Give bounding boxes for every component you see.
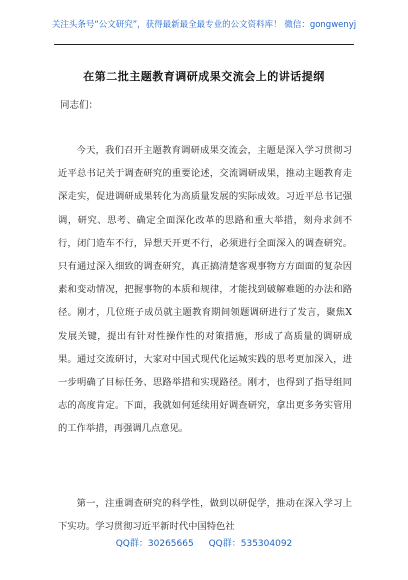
header-banner: 关注头条号“公文研究”，获得最新最全最专业的公文资料库！ 微信：gongwenyj [51, 20, 357, 30]
body-paragraph: 第一，注重调查研究的科学性，做到以研促学，推动在深入学习上下实功。学习贯彻习近平新时代中国特色社 [58, 498, 352, 533]
salutation: 同志们： [60, 100, 99, 111]
footer-contact [0, 536, 408, 549]
footer-qq-group-1: QQ群：30265665 [115, 539, 194, 549]
header-divider [54, 44, 354, 45]
body-paragraph: 今天，我们召开主题教育调研成果交流会，主题是深入学习贯彻习近平总书记关于调查研究的重要论述，交流调研成果，推动主题教育走深走实，促进调研成果转化为高质量发展的实际成效。习近平总书记强调，研究、思考、确定全面深化改革的思路和重大举措，刻舟求剑不行，闭门造车不行，异想天开更不行，必须进行全面深入的调查研究。只有通过深入细致的调查研究，真正搞清楚客观事物方方面面的复杂因素和变动情况，把握事物的本质和规律，才能找到破解难题的办法和路径。刚才，几位班子成员就主题教育期间领题调研进行了发言，聚焦X发展关键，提出有针对性操作性的对策措施，形成了高质量的调研成果。通过交流研讨，大家对中国式现代化运城实践的思考更加深入，进一步明确了目标任务、思路举措和实现路径。刚才，也得到了指导组同志的高度肯定。下面，我就如何延续用好调查研究，拿出更多务实管用的工作举措，再强调几点意见。 [58, 145, 352, 435]
document-title: 在第二批主题教育调研成果交流会上的讲话提纲 [83, 70, 325, 83]
footer-qq-group-2: QQ群：535304092 [208, 539, 293, 549]
